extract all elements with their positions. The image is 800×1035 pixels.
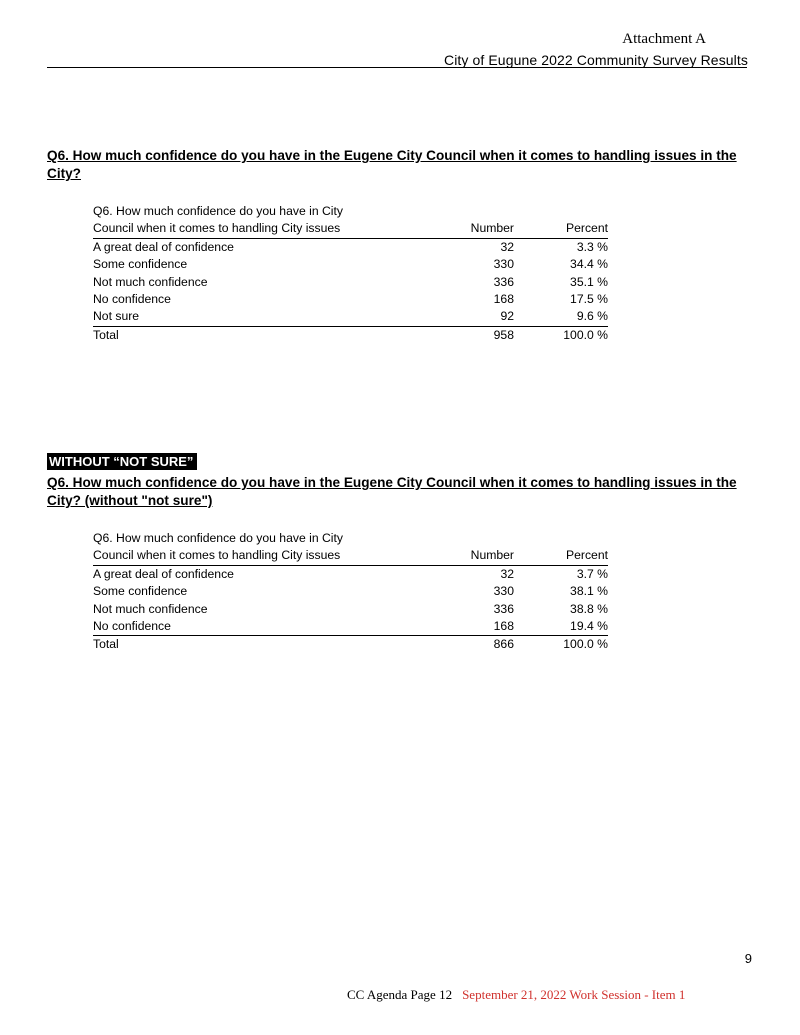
- row-percent: 38.1 %: [570, 584, 608, 599]
- table-row: [93, 238, 608, 256]
- footer: [347, 987, 685, 1003]
- table-row: [93, 308, 608, 326]
- row-number: 330: [493, 257, 514, 272]
- table-row: [93, 291, 608, 308]
- row-percent: 19.4 %: [514, 618, 608, 636]
- table-row: [93, 256, 608, 273]
- row-number: 32: [500, 239, 514, 254]
- row-percent: 35.1 %: [570, 274, 608, 289]
- header-rule: [47, 67, 747, 68]
- total-percent: 100.0 %: [563, 327, 608, 342]
- total-percent: 100.0 %: [563, 637, 608, 652]
- row-number: 330: [493, 584, 514, 599]
- row-percent: 38.8 %: [570, 601, 608, 616]
- row-label: Some confidence: [93, 584, 188, 599]
- footer-agenda: CC Agenda Page 12: [347, 987, 453, 1002]
- row-label: No confidence: [93, 292, 171, 307]
- total-label: Total: [93, 637, 119, 652]
- total-number: 866: [493, 637, 514, 652]
- table-row: [93, 565, 608, 583]
- row-number: 168: [493, 292, 514, 307]
- total-label: Total: [93, 327, 119, 342]
- row-label: No confidence: [93, 618, 433, 636]
- row-number: 168: [433, 618, 514, 636]
- attachment-label: Attachment A: [622, 31, 706, 47]
- table-label-line1: Q6. How much confidence do you have in City: [93, 531, 343, 545]
- without-not-sure-badge: WITHOUT “NOT SURE”: [47, 453, 197, 470]
- table-row: [93, 601, 608, 618]
- row-label: Not sure: [93, 308, 433, 326]
- table-row: [93, 583, 608, 600]
- row-number: 92: [433, 308, 514, 326]
- table-label-line2: Council when it comes to handling City issues: [93, 220, 433, 238]
- question-title: Q6. How much confidence do you have in the Eugene City Council when it comes to handling issues in the City?: [47, 148, 737, 181]
- question-title: Q6. How much confidence do you have in the Eugene City Council when it comes to handling issues in the City? (without "not sure"): [47, 475, 737, 508]
- footer-session: September 21, 2022 Work Session - Item 1: [462, 987, 686, 1002]
- column-header-number: Number: [433, 220, 514, 238]
- row-label: Not much confidence: [93, 601, 208, 616]
- row-number: 336: [493, 601, 514, 616]
- row-label: A great deal of confidence: [93, 566, 234, 581]
- table-total-row: [93, 326, 608, 344]
- column-header-number: Number: [433, 547, 514, 565]
- table-row: [93, 618, 608, 636]
- row-percent: 3.3 %: [576, 239, 608, 254]
- row-number: 32: [500, 566, 514, 581]
- row-percent: 17.5 %: [570, 292, 608, 307]
- results-table: [93, 203, 608, 344]
- row-percent: 3.7 %: [576, 566, 608, 581]
- total-number: 958: [493, 327, 514, 342]
- column-header-percent: Percent: [514, 220, 608, 238]
- table-label-line2: Council when it comes to handling City issues: [93, 547, 433, 565]
- table-label-line1: Q6. How much confidence do you have in City: [93, 204, 343, 218]
- row-number: 336: [493, 274, 514, 289]
- row-percent: 9.6 %: [514, 308, 608, 326]
- row-percent: 34.4 %: [570, 257, 608, 272]
- results-table: [93, 530, 608, 654]
- row-label: Some confidence: [93, 257, 188, 272]
- table-total-row: [93, 636, 608, 654]
- row-label: A great deal of confidence: [93, 239, 234, 254]
- row-label: Not much confidence: [93, 274, 208, 289]
- survey-title: City of Eugune 2022 Community Survey Results: [444, 52, 748, 68]
- column-header-percent: Percent: [514, 547, 608, 565]
- table-row: [93, 274, 608, 291]
- page-number: 9: [744, 951, 752, 966]
